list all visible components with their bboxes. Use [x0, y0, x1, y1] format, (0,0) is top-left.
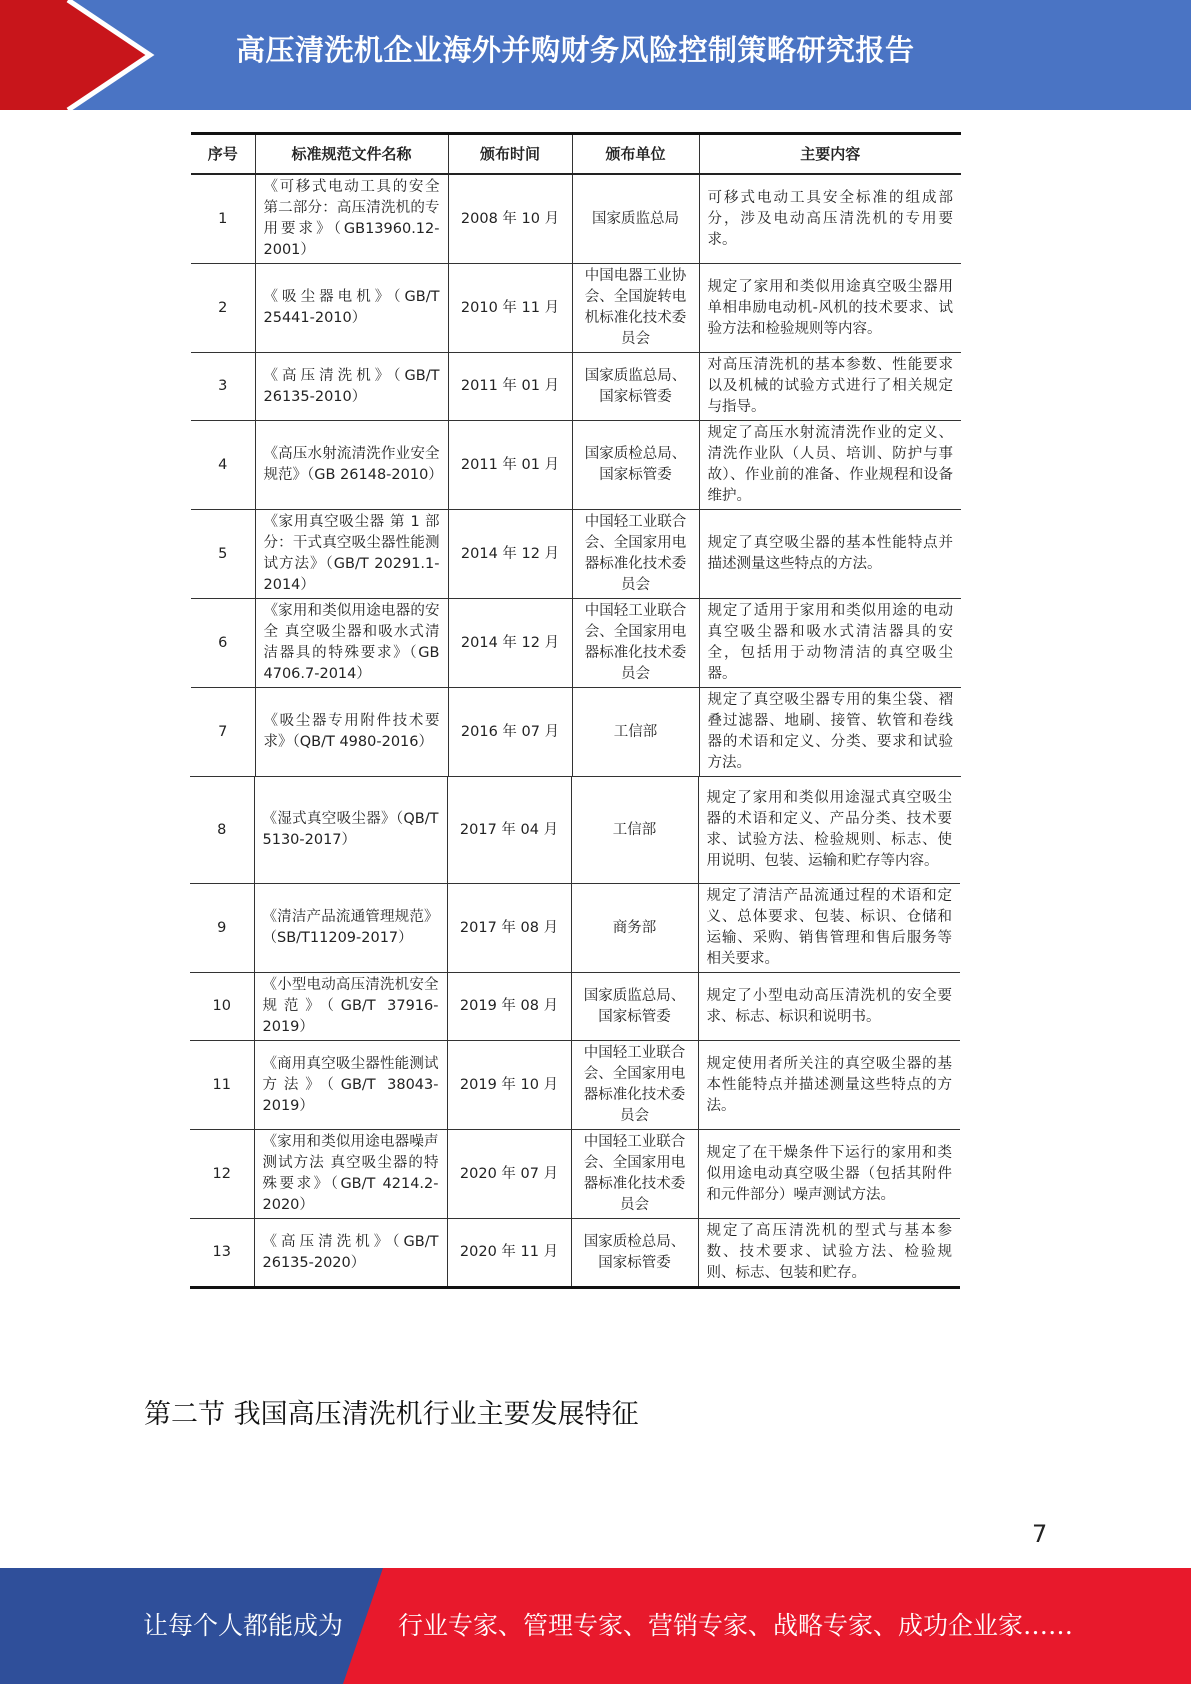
row-no: 2	[191, 264, 255, 353]
header-name: 标准规范文件名称	[255, 134, 448, 175]
row-issuer: 商务部	[571, 884, 698, 973]
row-content: 规定了高压清洗机的型式与基本参数、技术要求、试验方法、检验规则、标志、包装和贮存。	[698, 1219, 960, 1288]
section-heading: 第二节 我国高压清洗机行业主要发展特征	[144, 1399, 639, 1430]
table-row	[191, 174, 961, 264]
row-date: 2020 年 07 月	[447, 1130, 571, 1219]
row-name: 《清洁产品流通管理规范》（SB/T11209-2017）	[254, 884, 447, 973]
row-issuer: 工信部	[571, 777, 698, 884]
row-date: 2011 年 01 月	[448, 353, 572, 421]
table-row	[191, 688, 961, 777]
table-row	[190, 1219, 960, 1288]
row-issuer: 国家质监总局	[572, 174, 699, 264]
row-name: 《湿式真空吸尘器》（QB/T 5130-2017）	[254, 777, 447, 884]
row-issuer: 国家质监总局、国家标管委	[572, 353, 699, 421]
row-issuer: 中国轻工业联合会、全国家用电器标准化技术委员会	[572, 599, 699, 688]
row-date: 2019 年 10 月	[447, 1041, 571, 1130]
table-row	[191, 421, 961, 510]
row-content: 规定使用者所关注的真空吸尘器的基本性能特点并描述测量这些特点的方法。	[698, 1041, 960, 1130]
standards-table-part2	[190, 776, 960, 1289]
row-name: 《吸尘器专用附件技术要求》（QB/T 4980-2016）	[255, 688, 448, 777]
row-content: 规定了适用于家用和类似用途的电动真空吸尘器和吸水式清洁器具的安全，包括用于动物清洁的真空吸尘器。	[699, 599, 961, 688]
row-date: 2017 年 08 月	[447, 884, 571, 973]
row-no: 11	[190, 1041, 254, 1130]
header-content: 主要内容	[699, 134, 961, 175]
row-name: 《可移式电动工具的安全 第二部分：高压清洗机的专用要求》（GB13960.12-2001）	[255, 174, 448, 264]
row-content: 对高压清洗机的基本参数、性能要求以及机械的试验方式进行了相关规定与指导。	[699, 353, 961, 421]
row-content: 规定了小型电动高压清洗机的安全要求、标志、标识和说明书。	[698, 973, 960, 1041]
row-issuer: 中国轻工业联合会、全国家用电器标准化技术委员会	[571, 1130, 698, 1219]
row-issuer: 国家质检总局、国家标管委	[571, 1219, 698, 1288]
row-date: 2017 年 04 月	[447, 777, 571, 884]
row-name: 《高压清洗机》（GB/T 26135-2010）	[255, 353, 448, 421]
row-issuer: 工信部	[572, 688, 699, 777]
row-date: 2011 年 01 月	[448, 421, 572, 510]
table-row	[191, 264, 961, 353]
table-row	[191, 353, 961, 421]
row-issuer: 国家质监总局、国家标管委	[571, 973, 698, 1041]
row-no: 1	[191, 174, 255, 264]
row-issuer: 中国轻工业联合会、全国家用电器标准化技术委员会	[572, 510, 699, 599]
table-header-row	[191, 134, 961, 175]
row-date: 2020 年 11 月	[447, 1219, 571, 1288]
table-row	[190, 777, 960, 884]
row-no: 10	[190, 973, 254, 1041]
row-content: 规定了清洁产品流通过程的术语和定义、总体要求、包装、标识、仓储和运输、采购、销售管理和售后服务等相关要求。	[698, 884, 960, 973]
row-no: 9	[190, 884, 254, 973]
row-no: 12	[190, 1130, 254, 1219]
header-date: 颁布时间	[448, 134, 572, 175]
row-content: 规定了家用和类似用途真空吸尘器用单相串励电动机-风机的技术要求、试验方法和检验规则等内容。	[699, 264, 961, 353]
table-row	[190, 973, 960, 1041]
row-name: 《高压清洗机》（GB/T 26135-2020）	[254, 1219, 447, 1288]
footer-slogan-left: 让每个人都能成为	[143, 1611, 344, 1640]
row-content: 规定了高压水射流清洗作业的定义、清洗作业队（人员、培训、防护与事故）、作业前的准备、作业规程和设备维护。	[699, 421, 961, 510]
row-content: 可移式电动工具安全标准的组成部分，涉及电动高压清洗机的专用要求。	[699, 174, 961, 264]
row-issuer: 中国电器工业协会、全国旋转电机标准化技术委员会	[572, 264, 699, 353]
row-issuer: 国家质检总局、国家标管委	[572, 421, 699, 510]
row-date: 2014 年 12 月	[448, 510, 572, 599]
table-row	[191, 510, 961, 599]
row-name: 《家用和类似用途电器的安全 真空吸尘器和吸水式清洁器具的特殊要求》（GB 4706.7-2014）	[255, 599, 448, 688]
row-no: 6	[191, 599, 255, 688]
row-date: 2014 年 12 月	[448, 599, 572, 688]
standards-table-part1	[191, 132, 961, 777]
row-date: 2019 年 08 月	[447, 973, 571, 1041]
row-name: 《商用真空吸尘器性能测试方法》（GB/T 38043-2019）	[254, 1041, 447, 1130]
row-content: 规定了家用和类似用途湿式真空吸尘器的术语和定义、产品分类、技术要求、试验方法、检验规则、标志、使用说明、包装、运输和贮存等内容。	[698, 777, 960, 884]
row-issuer: 中国轻工业联合会、全国家用电器标准化技术委员会	[571, 1041, 698, 1130]
row-no: 3	[191, 353, 255, 421]
row-no: 13	[190, 1219, 254, 1288]
table-row	[191, 599, 961, 688]
row-name: 《小型电动高压清洗机安全规范》（GB/T 37916-2019）	[254, 973, 447, 1041]
table-row	[190, 1041, 960, 1130]
row-date: 2010 年 11 月	[448, 264, 572, 353]
report-title: 高压清洗机企业海外并购财务风险控制策略研究报告	[236, 33, 915, 67]
footer-banner	[0, 1568, 1191, 1684]
table-row	[190, 1130, 960, 1219]
row-name: 《家用和类似用途电器噪声测试方法 真空吸尘器的特殊要求》（GB/T 4214.2-2020）	[254, 1130, 447, 1219]
header-no: 序号	[191, 134, 255, 175]
table-row	[190, 884, 960, 973]
row-name: 《吸尘器电机》（GB/T 25441-2010）	[255, 264, 448, 353]
row-no: 8	[190, 777, 254, 884]
row-name: 《家用真空吸尘器 第 1 部分：干式真空吸尘器性能测试方法》（GB/T 20291.1-2014）	[255, 510, 448, 599]
row-content: 规定了在干燥条件下运行的家用和类似用途电动真空吸尘器（包括其附件和元件部分）噪声测试方法。	[698, 1130, 960, 1219]
footer-slogan-right: 行业专家、管理专家、营销专家、战略专家、成功企业家……	[398, 1611, 1074, 1640]
row-no: 7	[191, 688, 255, 777]
row-content: 规定了真空吸尘器专用的集尘袋、褶叠过滤器、地刷、接管、软管和卷线器的术语和定义、分类、要求和试验方法。	[699, 688, 961, 777]
row-name: 《高压水射流清洗作业安全规范》（GB 26148-2010）	[255, 421, 448, 510]
row-date: 2016 年 07 月	[448, 688, 572, 777]
row-no: 5	[191, 510, 255, 599]
page-number: 7	[1032, 1520, 1048, 1548]
row-no: 4	[191, 421, 255, 510]
header-issuer: 颁布单位	[572, 134, 699, 175]
row-content: 规定了真空吸尘器的基本性能特点并描述测量这些特点的方法。	[699, 510, 961, 599]
header-banner	[0, 0, 1191, 110]
row-date: 2008 年 10 月	[448, 174, 572, 264]
header-red-chevron	[0, 0, 160, 110]
